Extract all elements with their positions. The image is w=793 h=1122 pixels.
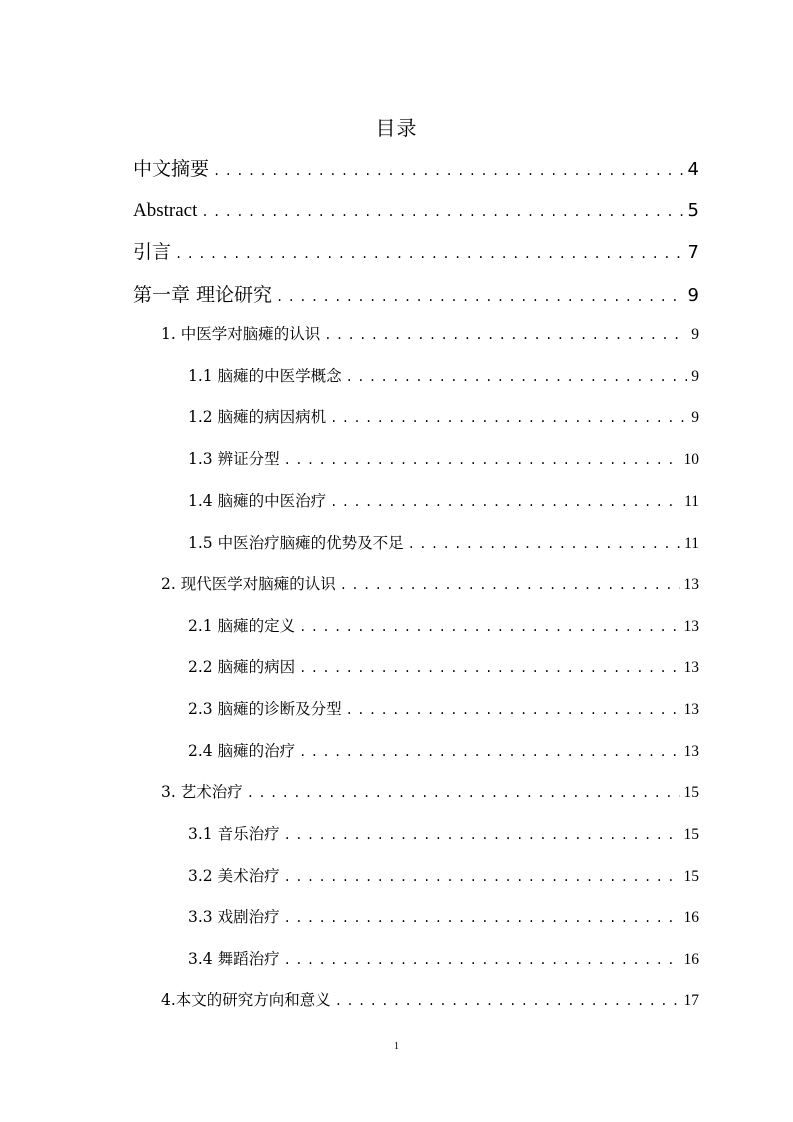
toc-entry-page: 10 bbox=[683, 451, 699, 468]
dot-leader bbox=[408, 533, 680, 555]
toc-entry-label: 2.2 脑瘫的病因 bbox=[188, 658, 296, 676]
dot-leader bbox=[284, 907, 680, 929]
toc-entry-section-2-1[interactable] bbox=[188, 615, 699, 638]
toc-entry-label: Abstract bbox=[133, 200, 198, 221]
toc-entry-label: 1.5 中医治疗脑瘫的优势及不足 bbox=[188, 534, 404, 552]
toc-entry-page: 9 bbox=[691, 368, 699, 385]
toc-entry-chapter-1[interactable] bbox=[133, 282, 699, 310]
toc-entry-label: 2.1 脑瘫的定义 bbox=[188, 617, 296, 635]
toc-entry-page: 9 bbox=[687, 285, 699, 306]
toc-entry-page: 11 bbox=[684, 493, 699, 510]
toc-entry-label: 4.本文的研究方向和意义 bbox=[161, 991, 331, 1009]
toc-entry-page: 17 bbox=[683, 992, 699, 1009]
dot-leader bbox=[335, 990, 680, 1012]
toc-entry-section-1-2[interactable] bbox=[188, 406, 699, 429]
toc-entry-section-1-3[interactable] bbox=[188, 448, 699, 471]
toc-entry-page: 9 bbox=[691, 326, 699, 343]
toc-entry-section-3[interactable] bbox=[161, 781, 699, 804]
dot-leader bbox=[299, 741, 679, 763]
toc-entry-section-1-1[interactable] bbox=[188, 365, 699, 388]
toc-entry-section-1[interactable] bbox=[161, 323, 699, 346]
toc-entry-label: 3.3 戏剧治疗 bbox=[188, 908, 280, 926]
dot-leader bbox=[340, 574, 680, 596]
dot-leader bbox=[346, 366, 688, 388]
dot-leader bbox=[330, 407, 687, 429]
dot-leader bbox=[284, 449, 680, 471]
toc-entry-page: 13 bbox=[683, 576, 699, 593]
toc-entry-label: 1.1 脑瘫的中医学概念 bbox=[188, 367, 342, 385]
dot-leader bbox=[324, 324, 687, 346]
dot-leader bbox=[276, 284, 684, 310]
toc-entry-abstract[interactable] bbox=[133, 198, 699, 225]
page-number: 1 bbox=[394, 1041, 399, 1052]
toc-entry-page: 5 bbox=[687, 200, 699, 221]
toc-entry-page: 7 bbox=[687, 242, 699, 263]
toc-entry-label: 1. 中医学对脑瘫的认识 bbox=[161, 325, 321, 343]
toc-entry-label: 1.3 辨证分型 bbox=[188, 450, 280, 468]
toc-entry-label: 2.4 脑瘫的治疗 bbox=[188, 742, 296, 760]
dot-leader bbox=[284, 824, 680, 846]
toc-entry-page: 13 bbox=[683, 618, 699, 635]
dot-leader bbox=[330, 491, 680, 513]
toc-entry-page: 13 bbox=[683, 701, 699, 718]
toc-entry-label: 3. 艺术治疗 bbox=[161, 783, 243, 801]
toc-entry-section-3-2[interactable] bbox=[188, 865, 699, 888]
dot-leader bbox=[299, 657, 679, 679]
toc-entry-label: 3.2 美术治疗 bbox=[188, 867, 280, 885]
toc-entry-section-1-4[interactable] bbox=[188, 490, 699, 513]
toc-entry-introduction[interactable] bbox=[133, 239, 699, 267]
toc-entry-chinese-abstract[interactable] bbox=[133, 156, 699, 184]
toc-entry-page: 16 bbox=[683, 909, 699, 926]
toc-entry-section-3-4[interactable] bbox=[188, 948, 699, 971]
dot-leader bbox=[346, 699, 680, 721]
dot-leader bbox=[201, 199, 683, 225]
toc-entry-page: 16 bbox=[683, 951, 699, 968]
toc-entry-section-3-1[interactable] bbox=[188, 823, 699, 846]
toc-entry-page: 15 bbox=[683, 868, 699, 885]
toc-entry-section-2[interactable] bbox=[161, 573, 699, 596]
toc-entry-section-2-2[interactable] bbox=[188, 656, 699, 679]
dot-leader bbox=[213, 158, 684, 184]
toc-entry-section-3-3[interactable] bbox=[188, 906, 699, 929]
toc-entry-page: 11 bbox=[684, 535, 699, 552]
dot-leader bbox=[284, 866, 680, 888]
toc-entry-page: 13 bbox=[683, 659, 699, 676]
toc-entry-label: 1.4 脑瘫的中医治疗 bbox=[188, 492, 327, 510]
toc-entry-label: 2.3 脑瘫的诊断及分型 bbox=[188, 700, 342, 718]
toc-entry-page: 15 bbox=[683, 826, 699, 843]
toc-entry-page: 4 bbox=[687, 159, 699, 180]
dot-leader bbox=[299, 616, 679, 638]
toc-entry-section-2-3[interactable] bbox=[188, 698, 699, 721]
dot-leader bbox=[175, 241, 684, 267]
toc-entry-label: 2. 现代医学对脑瘫的认识 bbox=[161, 575, 336, 593]
toc-entry-section-4[interactable] bbox=[161, 989, 699, 1012]
toc-entry-label: 3.1 音乐治疗 bbox=[188, 825, 280, 843]
dot-leader bbox=[284, 949, 680, 971]
toc-entry-label: 3.4 舞蹈治疗 bbox=[188, 950, 280, 968]
toc-title: 目录 bbox=[375, 116, 418, 140]
toc-entry-label: 中文摘要 bbox=[133, 158, 210, 180]
toc-entry-section-1-5[interactable] bbox=[188, 532, 699, 555]
toc-entry-page: 15 bbox=[683, 784, 699, 801]
toc-entry-label: 1.2 脑瘫的病因病机 bbox=[188, 408, 327, 426]
toc-entry-label: 引言 bbox=[133, 241, 172, 263]
toc-entry-section-2-4[interactable] bbox=[188, 740, 699, 763]
toc-entry-page: 13 bbox=[683, 743, 699, 760]
dot-leader bbox=[247, 782, 680, 804]
toc-entry-label: 第一章 理论研究 bbox=[133, 284, 273, 306]
toc-entry-page: 9 bbox=[691, 409, 699, 426]
